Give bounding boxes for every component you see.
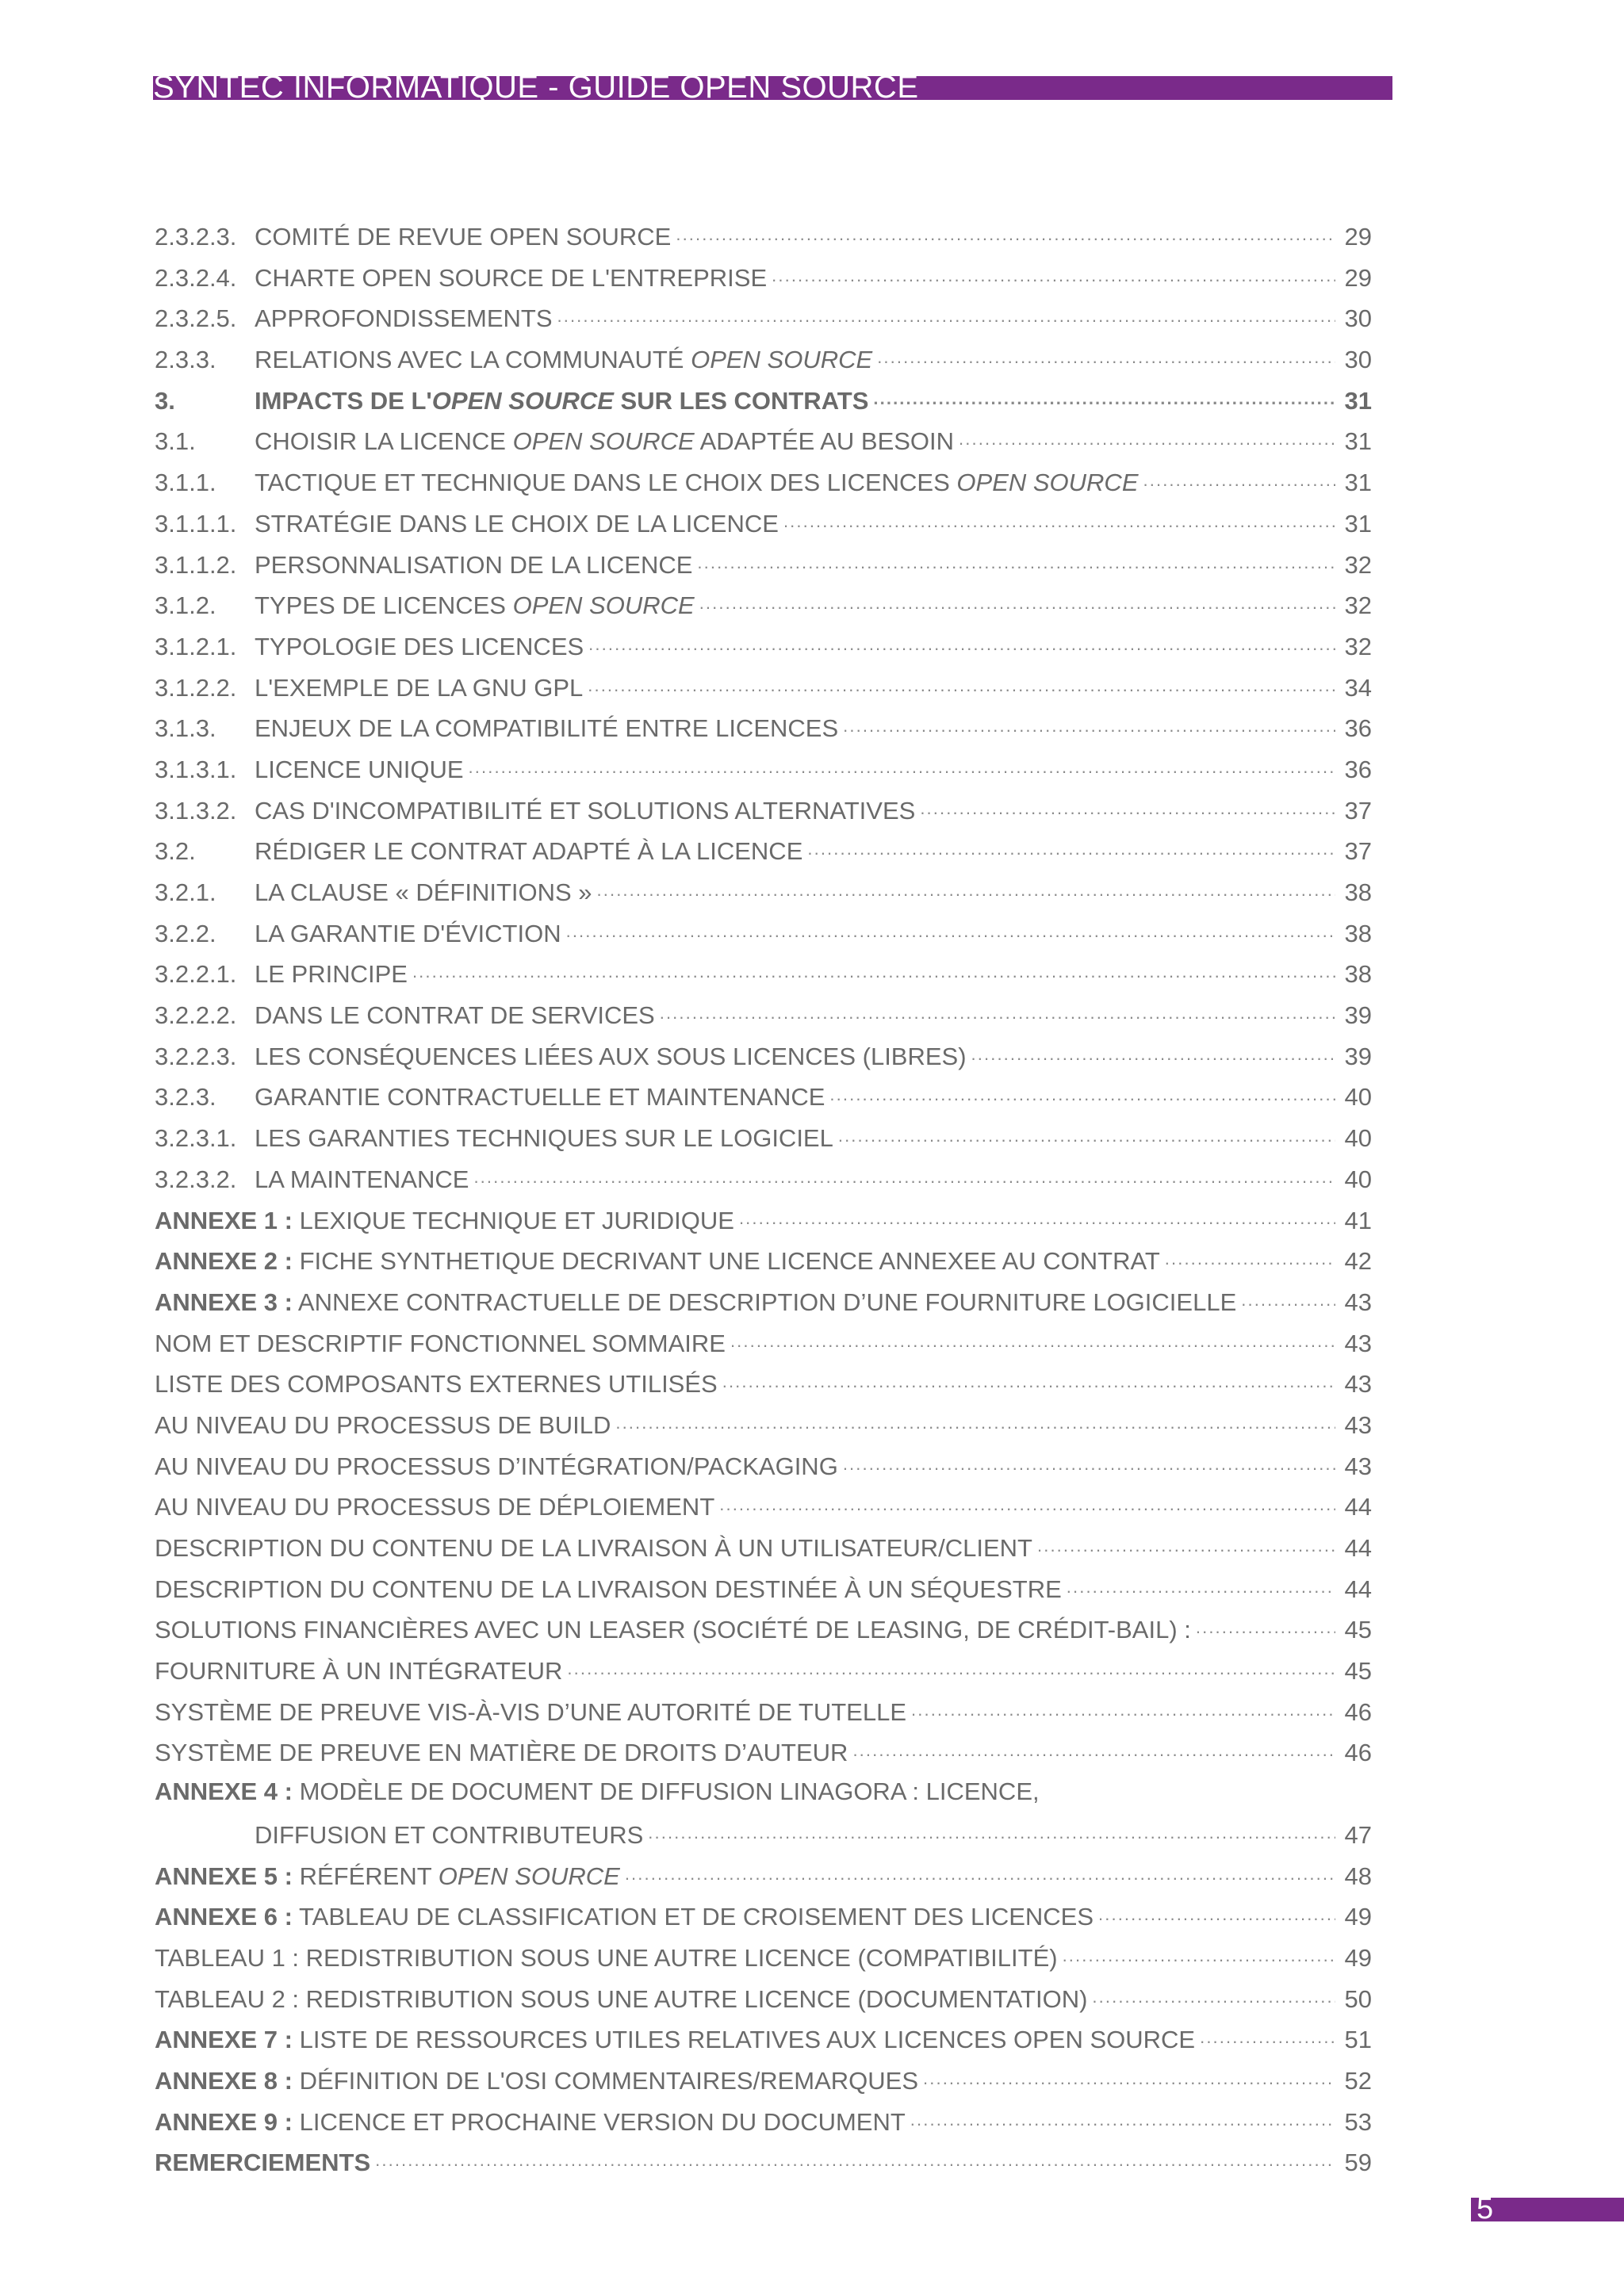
toc-title-text: COMITÉ DE REVUE OPEN SOURCE xyxy=(255,223,672,251)
dot-leader xyxy=(772,262,1335,286)
toc-title xyxy=(255,1165,469,1194)
toc-annex-label: ANNEXE 7 : xyxy=(155,2026,293,2054)
toc-page-number: 48 xyxy=(1344,1862,1372,1890)
toc-title-text: LES GARANTIES TECHNIQUES SUR LE LOGICIEL xyxy=(255,1124,833,1153)
toc-title xyxy=(255,633,584,661)
toc-entry[interactable] xyxy=(155,1573,1372,1614)
toc-section-number: 2.3.2.3. xyxy=(155,223,237,251)
toc-section-number: 3.1. xyxy=(155,427,196,456)
toc-entry[interactable] xyxy=(155,1942,1372,1983)
toc-entry[interactable] xyxy=(155,343,1372,385)
toc-page-number: 45 xyxy=(1344,1657,1372,1686)
toc-title-text: ADAPTÉE AU BESOIN xyxy=(694,427,955,456)
toc-page-number: 31 xyxy=(1344,427,1372,456)
toc-title-text: APPROFONDISSEMENTS xyxy=(255,304,553,333)
toc-section-number: 3.1.3.1. xyxy=(155,755,237,783)
dot-leader xyxy=(615,1409,1335,1433)
dot-leader xyxy=(783,507,1335,532)
toc-page-number: 43 xyxy=(1344,1452,1372,1480)
toc-title xyxy=(155,1739,848,1767)
toc-title-text: NOM ET DESCRIPTIF FONCTIONNEL SOMMAIRE xyxy=(155,1329,726,1357)
toc-section-number: 3.2.1. xyxy=(155,878,216,906)
toc-title xyxy=(255,797,915,825)
toc-title xyxy=(155,2108,906,2137)
dot-leader xyxy=(1098,1900,1335,1925)
dot-leader xyxy=(473,1163,1335,1188)
toc-annex-label: ANNEXE 3 : xyxy=(155,1288,293,1316)
toc-page-number: 36 xyxy=(1344,755,1372,783)
toc-title-text: DESCRIPTION DU CONTENU DE LA LIVRAISON À UN UTILISATEUR/CLIENT xyxy=(155,1534,1032,1562)
toc-entry[interactable] xyxy=(155,1900,1372,1942)
dot-leader xyxy=(676,220,1335,245)
dot-leader xyxy=(959,425,1335,450)
dot-leader xyxy=(923,2064,1335,2089)
toc-title xyxy=(155,1985,1087,2014)
toc-title-text: FICHE SYNTHETIQUE DECRIVANT UNE LICENCE ANNEXEE AU CONTRAT xyxy=(292,1247,1160,1276)
toc-title-text: TYPOLOGIE DES LICENCES xyxy=(255,632,584,660)
toc-section-number: 3.2.2.1. xyxy=(155,960,237,989)
toc-title xyxy=(255,591,695,620)
toc-title-text: CHOISIR LA LICENCE xyxy=(255,427,513,456)
toc-page-number: 46 xyxy=(1344,1697,1372,1726)
footer-bar xyxy=(1471,2198,1624,2221)
dot-leader xyxy=(648,1819,1335,1843)
toc-entry[interactable] xyxy=(155,1777,1372,1819)
toc-title xyxy=(155,1330,726,1358)
toc-entry[interactable] xyxy=(155,1040,1372,1081)
toc-title-text: AU NIVEAU DU PROCESSUS DE BUILD xyxy=(155,1410,611,1439)
toc-entry[interactable] xyxy=(155,1696,1372,1737)
dot-leader xyxy=(412,958,1335,982)
dot-leader xyxy=(1063,1942,1335,1966)
toc-page-number: 40 xyxy=(1344,1083,1372,1112)
toc-title xyxy=(155,1698,906,1727)
dot-leader xyxy=(722,1368,1335,1392)
toc-page-number: 32 xyxy=(1344,632,1372,660)
dot-leader xyxy=(597,876,1335,901)
toc-entry[interactable] xyxy=(155,2064,1372,2106)
toc-title-italic: OPEN SOURCE xyxy=(512,591,695,620)
toc-section-number: 2.3.3. xyxy=(155,346,216,374)
toc-title-text: LE PRINCIPE xyxy=(255,960,408,989)
dot-leader xyxy=(699,589,1335,614)
toc-page-number: 50 xyxy=(1344,1984,1372,2013)
toc-title-text: IMPACTS DE L' xyxy=(255,386,432,415)
toc-page-number: 38 xyxy=(1344,960,1372,989)
toc-title-text: SYSTÈME DE PREUVE EN MATIÈRE DE DROITS D’AUTEUR xyxy=(155,1739,848,1767)
toc-title xyxy=(255,264,767,293)
toc-entry[interactable] xyxy=(155,589,1372,630)
toc-title-text: LES CONSÉQUENCES LIÉES AUX SOUS LICENCES (LIBRES) xyxy=(255,1042,967,1070)
toc-title-text: TACTIQUE ET TECHNIQUE DANS LE CHOIX DES LICENCES xyxy=(255,469,957,497)
toc-title xyxy=(155,1411,611,1440)
toc-title xyxy=(255,346,872,374)
dot-leader xyxy=(1241,1286,1335,1311)
toc-page-number: 31 xyxy=(1344,469,1372,497)
toc-annex-label: ANNEXE 8 : xyxy=(155,2066,293,2095)
toc-title-text: ENJEUX DE LA COMPATIBILITÉ ENTRE LICENCES xyxy=(255,714,839,743)
toc-page-number: 43 xyxy=(1344,1370,1372,1399)
dot-leader xyxy=(1165,1245,1335,1269)
dot-leader xyxy=(1067,1573,1335,1598)
toc-page-number: 36 xyxy=(1344,714,1372,743)
toc-title xyxy=(255,837,802,866)
toc-title xyxy=(255,674,583,702)
toc-title-text: LISTE DE RESSOURCES UTILES RELATIVES AUX LICENCES OPEN SOURCE xyxy=(292,2026,1196,2054)
toc-page-number: 39 xyxy=(1344,1001,1372,1030)
toc-page-number: 44 xyxy=(1344,1493,1372,1521)
dot-leader xyxy=(375,2146,1335,2171)
dot-leader xyxy=(877,343,1335,368)
toc-title-text: MODÈLE DE DOCUMENT DE DIFFUSION LINAGORA : LICENCE, xyxy=(292,1777,1040,1806)
dot-leader xyxy=(838,1122,1335,1146)
toc-entry[interactable] xyxy=(155,1245,1372,1286)
toc-entry[interactable] xyxy=(155,302,1372,343)
toc-page-number: 39 xyxy=(1344,1042,1372,1070)
toc-title xyxy=(255,756,464,784)
dot-leader xyxy=(1092,1983,1335,2007)
toc-title-text: CHARTE OPEN SOURCE DE L'ENTREPRISE xyxy=(255,263,768,292)
toc-entry[interactable] xyxy=(155,1368,1372,1409)
toc-title-continuation: DIFFUSION ET CONTRIBUTEURS xyxy=(255,1820,644,1849)
toc-annex-label: ANNEXE 4 : xyxy=(155,1777,293,1806)
toc-title-italic: OPEN SOURCE xyxy=(691,346,873,374)
dot-leader xyxy=(920,794,1335,819)
toc-page-number: 32 xyxy=(1344,591,1372,620)
toc-title xyxy=(155,1903,1094,1931)
toc-title xyxy=(255,714,838,743)
toc-title xyxy=(255,1001,655,1030)
dot-leader xyxy=(829,1081,1335,1105)
toc-title xyxy=(255,427,954,456)
toc-title-text: SYSTÈME DE PREUVE VIS-À-VIS D’UNE AUTORITÉ DE TUTELLE xyxy=(155,1697,907,1726)
table-of-contents xyxy=(155,220,1372,2187)
dot-leader xyxy=(660,999,1335,1024)
toc-section-number: 2.3.2.5. xyxy=(155,304,237,333)
toc-title-text: LICENCE ET PROCHAINE VERSION DU DOCUMENT xyxy=(292,2107,906,2136)
toc-page-number: 45 xyxy=(1344,1616,1372,1644)
toc-title-text: SOLUTIONS FINANCIÈRES AVEC UN LEASER (SOCIÉTÉ DE LEASING, DE CRÉDIT-BAIL) : xyxy=(155,1616,1191,1644)
toc-page-number: 47 xyxy=(1344,1820,1372,1849)
toc-entry[interactable] xyxy=(155,630,1372,672)
toc-title xyxy=(155,1207,734,1235)
toc-title xyxy=(155,1862,620,1891)
toc-entry[interactable] xyxy=(155,1327,1372,1368)
toc-title xyxy=(155,1288,1236,1317)
toc-title xyxy=(255,469,1139,497)
toc-title-text: LA CLAUSE « DÉFINITIONS » xyxy=(255,878,592,906)
toc-entry[interactable] xyxy=(155,220,1372,262)
toc-title-text: LEXIQUE TECHNIQUE ET JURIDIQUE xyxy=(292,1206,734,1234)
toc-title-text: STRATÉGIE DANS LE CHOIX DE LA LICENCE xyxy=(255,509,779,538)
toc-page-number: 38 xyxy=(1344,919,1372,947)
dot-leader xyxy=(873,385,1335,409)
page-header-title: SYNTEC INFORMATIQUE - GUIDE OPEN SOURCE xyxy=(153,70,919,105)
toc-page-number: 44 xyxy=(1344,1575,1372,1603)
toc-entry[interactable] xyxy=(155,1532,1372,1573)
toc-entry[interactable] xyxy=(155,1613,1372,1655)
toc-title xyxy=(155,1493,714,1521)
toc-title-text: LISTE DES COMPOSANTS EXTERNES UTILISÉS xyxy=(155,1370,718,1399)
toc-entry[interactable] xyxy=(155,549,1372,590)
toc-section-number: 3.1.2.1. xyxy=(155,632,237,660)
toc-page-number: 49 xyxy=(1344,1903,1372,1931)
toc-title xyxy=(155,1777,1040,1806)
toc-entry[interactable] xyxy=(155,1655,1372,1696)
toc-entry[interactable] xyxy=(155,2023,1372,2064)
toc-page-number: 44 xyxy=(1344,1534,1372,1562)
toc-title xyxy=(255,920,561,948)
toc-title-italic: OPEN SOURCE xyxy=(512,427,695,456)
toc-section-number: 3.2.3.1. xyxy=(155,1124,237,1153)
dot-leader xyxy=(1037,1532,1335,1556)
toc-section-number: 3.1.3. xyxy=(155,714,216,743)
toc-entry[interactable] xyxy=(155,1409,1372,1450)
toc-annex-label: ANNEXE 6 : xyxy=(155,1903,293,1931)
toc-title xyxy=(255,960,408,989)
toc-page-number: 59 xyxy=(1344,2149,1372,2177)
toc-page-number: 51 xyxy=(1344,2026,1372,2054)
toc-page-number: 40 xyxy=(1344,1124,1372,1153)
toc-title xyxy=(155,1657,562,1686)
toc-section-number: 3.1.3.2. xyxy=(155,796,237,825)
dot-leader xyxy=(1196,1613,1335,1638)
toc-entry[interactable] xyxy=(155,1819,1372,1860)
toc-entry[interactable] xyxy=(155,2146,1372,2187)
toc-title-text: AU NIVEAU DU PROCESSUS D’INTÉGRATION/PACKAGING xyxy=(155,1452,838,1480)
toc-title xyxy=(255,304,553,333)
toc-title-text: FOURNITURE À UN INTÉGRATEUR xyxy=(155,1657,563,1686)
toc-entry[interactable] xyxy=(155,1081,1372,1122)
toc-section-number: 3.2.3.2. xyxy=(155,1165,237,1193)
toc-title xyxy=(155,1944,1058,1973)
toc-section-number: 2.3.2.4. xyxy=(155,263,237,292)
toc-page-number: 34 xyxy=(1344,673,1372,702)
toc-title-italic: OPEN SOURCE xyxy=(956,469,1139,497)
toc-title-text: CAS D'INCOMPATIBILITÉ ET SOLUTIONS ALTERNATIVES xyxy=(255,796,916,825)
toc-title xyxy=(155,2149,370,2177)
toc-title-text: ANNEXE CONTRACTUELLE DE DESCRIPTION D’UNE FOURNITURE LOGICIELLE xyxy=(292,1288,1237,1316)
toc-annex-label: ANNEXE 5 : xyxy=(155,1862,293,1890)
toc-page-number: 37 xyxy=(1344,837,1372,866)
page-number: 5 xyxy=(1477,2192,1494,2225)
toc-annex-label: ANNEXE 2 : xyxy=(155,1247,293,1276)
toc-title xyxy=(155,1616,1191,1644)
toc-page-number: 32 xyxy=(1344,550,1372,579)
toc-page-number: 49 xyxy=(1344,1943,1372,1972)
toc-title-text: GARANTIE CONTRACTUELLE ET MAINTENANCE xyxy=(255,1083,825,1112)
dot-leader xyxy=(697,549,1335,573)
toc-annex-label: ANNEXE 9 : xyxy=(155,2107,293,2136)
toc-entry[interactable] xyxy=(155,999,1372,1040)
toc-entry[interactable] xyxy=(155,507,1372,549)
toc-entry[interactable] xyxy=(155,876,1372,917)
toc-title xyxy=(155,1370,718,1399)
toc-annex-label: ANNEXE 1 : xyxy=(155,1206,293,1234)
toc-title-text: LA MAINTENANCE xyxy=(255,1165,469,1193)
toc-title-text: LA GARANTIE D'ÉVICTION xyxy=(255,919,561,947)
toc-section-number: 3.1.2. xyxy=(155,591,216,620)
toc-title xyxy=(155,2026,1195,2054)
toc-page-number: 40 xyxy=(1344,1165,1372,1193)
dot-leader xyxy=(566,917,1335,942)
toc-page-number: 29 xyxy=(1344,263,1372,292)
toc-page-number: 31 xyxy=(1344,509,1372,538)
toc-entry[interactable] xyxy=(155,2106,1372,2147)
dot-leader xyxy=(1200,2023,1335,2048)
toc-title-italic: OPEN SOURCE xyxy=(438,1862,620,1890)
toc-section-number: 3.2.2.3. xyxy=(155,1042,237,1070)
toc-entry[interactable] xyxy=(155,794,1372,836)
dot-leader xyxy=(567,1655,1335,1679)
toc-entry[interactable] xyxy=(155,917,1372,959)
toc-entry[interactable] xyxy=(155,385,1372,426)
dot-leader xyxy=(469,753,1335,778)
toc-title-italic: OPEN SOURCE xyxy=(431,386,614,415)
toc-title xyxy=(255,1821,643,1850)
toc-page-number: 53 xyxy=(1344,2107,1372,2136)
toc-page-number: 43 xyxy=(1344,1410,1372,1439)
toc-page-number: 43 xyxy=(1344,1329,1372,1357)
dot-leader xyxy=(1143,466,1335,491)
toc-page-number: 43 xyxy=(1344,1288,1372,1316)
dot-leader xyxy=(843,1450,1335,1475)
dot-leader xyxy=(843,712,1335,737)
toc-entry[interactable] xyxy=(155,1286,1372,1327)
dot-leader xyxy=(852,1736,1335,1761)
dot-leader xyxy=(588,630,1335,655)
toc-title-text: PERSONNALISATION DE LA LICENCE xyxy=(255,550,693,579)
toc-entry[interactable] xyxy=(155,1163,1372,1204)
toc-title xyxy=(155,1575,1062,1604)
toc-title-text: AU NIVEAU DU PROCESSUS DE DÉPLOIEMENT xyxy=(155,1493,715,1521)
toc-section-number: 3.2. xyxy=(155,837,196,866)
toc-page-number: 52 xyxy=(1344,2066,1372,2095)
toc-title-text: RÉDIGER LE CONTRAT ADAPTÉ À LA LICENCE xyxy=(255,837,803,866)
dot-leader xyxy=(557,302,1336,327)
toc-entry[interactable] xyxy=(155,262,1372,303)
toc-entry[interactable] xyxy=(155,466,1372,507)
toc-page-number: 37 xyxy=(1344,796,1372,825)
toc-page-number: 29 xyxy=(1344,223,1372,251)
toc-section-number: 3.1.1.2. xyxy=(155,550,237,579)
toc-title xyxy=(255,1043,967,1071)
toc-entry[interactable] xyxy=(155,1490,1372,1532)
toc-title xyxy=(155,2067,918,2095)
toc-annex-label: REMERCIEMENTS xyxy=(155,2149,371,2177)
toc-title xyxy=(255,1083,825,1112)
toc-section-number: 3.1.1. xyxy=(155,469,216,497)
dot-leader xyxy=(588,672,1335,696)
toc-section-number: 3. xyxy=(155,386,175,415)
toc-entry[interactable] xyxy=(155,672,1372,713)
toc-page-number: 46 xyxy=(1344,1739,1372,1767)
toc-entry[interactable] xyxy=(155,1860,1372,1901)
toc-section-number: 3.2.2.2. xyxy=(155,1001,237,1030)
toc-entry[interactable] xyxy=(155,1122,1372,1163)
dot-leader xyxy=(719,1490,1335,1515)
toc-title xyxy=(255,387,868,415)
dot-leader xyxy=(911,1696,1335,1720)
toc-section-number: 3.2.3. xyxy=(155,1083,216,1112)
toc-title-text: SUR LES CONTRATS xyxy=(613,386,869,415)
toc-title xyxy=(255,551,692,580)
toc-title xyxy=(255,510,779,538)
toc-title xyxy=(255,223,671,251)
toc-section-number: 3.1.1.1. xyxy=(155,509,237,538)
toc-page-number: 31 xyxy=(1344,386,1372,415)
toc-page-number: 30 xyxy=(1344,304,1372,333)
toc-entry[interactable] xyxy=(155,1983,1372,2024)
toc-entry[interactable] xyxy=(155,712,1372,753)
toc-page-number: 30 xyxy=(1344,346,1372,374)
toc-entry[interactable] xyxy=(155,958,1372,999)
toc-title-text: DESCRIPTION DU CONTENU DE LA LIVRAISON DESTINÉE À UN SÉQUESTRE xyxy=(155,1575,1062,1603)
toc-title-text: DANS LE CONTRAT DE SERVICES xyxy=(255,1001,655,1030)
toc-section-number: 3.1.2.2. xyxy=(155,673,237,702)
toc-entry[interactable] xyxy=(155,1736,1372,1777)
toc-entry[interactable] xyxy=(155,1450,1372,1491)
dot-leader xyxy=(730,1327,1335,1352)
toc-page-number: 41 xyxy=(1344,1206,1372,1234)
toc-title-text: RÉFÉRENT xyxy=(292,1862,439,1890)
toc-title-text: TABLEAU 2 : REDISTRIBUTION SOUS UNE AUTRE LICENCE (DOCUMENTATION) xyxy=(155,1984,1088,2013)
toc-title-text: LICENCE UNIQUE xyxy=(255,755,464,783)
toc-page-number: 42 xyxy=(1344,1247,1372,1276)
toc-entry[interactable] xyxy=(155,425,1372,466)
toc-title-text: DÉFINITION DE L'OSI COMMENTAIRES/REMARQUES xyxy=(292,2066,919,2095)
toc-title-text: L'EXEMPLE DE LA GNU GPL xyxy=(255,673,584,702)
toc-title xyxy=(255,1124,833,1153)
toc-title-text: TABLEAU 1 : REDISTRIBUTION SOUS UNE AUTRE LICENCE (COMPATIBILITÉ) xyxy=(155,1943,1058,1972)
dot-leader xyxy=(807,835,1335,859)
toc-title xyxy=(255,878,592,907)
toc-title xyxy=(155,1452,838,1481)
toc-page-number: 38 xyxy=(1344,878,1372,906)
toc-title-text: TABLEAU DE CLASSIFICATION ET DE CROISEMENT DES LICENCES xyxy=(292,1903,1094,1931)
toc-title-text: RELATIONS AVEC LA COMMUNAUTÉ xyxy=(255,346,691,374)
dot-leader xyxy=(971,1040,1335,1065)
toc-title xyxy=(155,1247,1160,1276)
toc-entry[interactable] xyxy=(155,835,1372,876)
toc-section-number: 3.2.2. xyxy=(155,919,216,947)
toc-title xyxy=(155,1534,1032,1563)
dot-leader xyxy=(739,1204,1335,1229)
toc-entry[interactable] xyxy=(155,753,1372,794)
dot-leader xyxy=(625,1860,1335,1885)
dot-leader xyxy=(910,2106,1335,2130)
toc-entry[interactable] xyxy=(155,1204,1372,1246)
toc-title-text: TYPES DE LICENCES xyxy=(255,591,513,620)
